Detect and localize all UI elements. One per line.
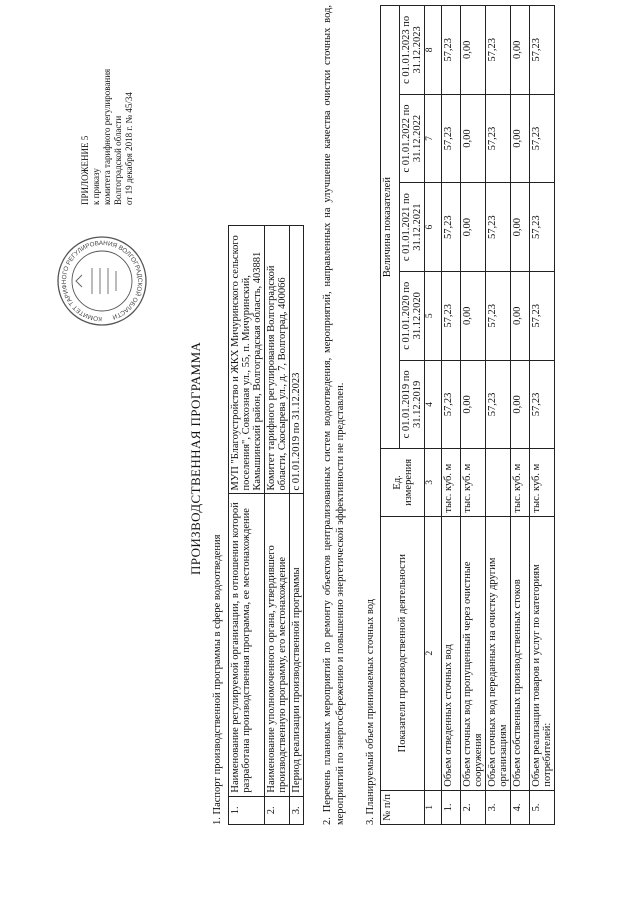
row-value: 57,23 <box>442 6 461 95</box>
svg-text:КОМИТЕТ ТАРИФНОГО РЕГУЛИРОВАНИ: КОМИТЕТ ТАРИФНОГО РЕГУЛИРОВАНИЯ ВОЛГОГРАДСКОЙ ОБЛАСТИ <box>60 239 144 323</box>
header-unit: Ед. измерения <box>381 449 425 516</box>
row-value: с 01.01.2019 по 31.12.2023 <box>290 226 304 495</box>
column-number: 3 <box>425 449 442 516</box>
row-number: 3. <box>486 790 511 824</box>
row-value: 0,00 <box>511 6 530 95</box>
row-value: 57,23 <box>486 183 511 272</box>
header-period: с 01.01.2023 по 31.12.2023 <box>400 6 425 95</box>
row-value: 57,23 <box>486 271 511 360</box>
appendix-line: от 19 декабря 2018 г. № 45/34 <box>124 92 134 205</box>
table-row <box>442 6 461 825</box>
row-value: 0,00 <box>511 183 530 272</box>
table-row <box>511 6 530 825</box>
row-indicator: Объем сточных вод пропущенный через очистные сооружения <box>461 516 486 790</box>
column-number: 1 <box>425 790 442 824</box>
passport-table <box>228 225 304 825</box>
header-num: № п/п <box>381 790 425 824</box>
column-number: 4 <box>425 360 442 449</box>
volume-table <box>380 5 555 825</box>
header-row <box>381 6 400 825</box>
row-value: 57,23 <box>442 94 461 183</box>
header-period: с 01.01.2020 по 31.12.2020 <box>400 271 425 360</box>
section3-heading: 3. Планируемый объем принимаемых сточных вод <box>365 598 376 825</box>
row-value: 57,23 <box>486 6 511 95</box>
row-number: 2. <box>461 790 486 824</box>
row-value: 0,00 <box>461 271 486 360</box>
row-number: 4. <box>511 790 530 824</box>
row-value: 0,00 <box>461 94 486 183</box>
row-value: 0,00 <box>461 360 486 449</box>
row-value: 0,00 <box>511 360 530 449</box>
row-value: 57,23 <box>442 183 461 272</box>
page-title: ПРОИЗВОДСТВЕННАЯ ПРОГРАММА <box>188 341 203 575</box>
column-number: 7 <box>425 94 442 183</box>
row-indicator: Объем отведенных сточных вод <box>442 516 461 790</box>
row-value: 0,00 <box>461 6 486 95</box>
column-number-row <box>425 6 442 825</box>
appendix-block <box>80 69 135 205</box>
header-period: с 01.01.2019 по 31.12.2019 <box>400 360 425 449</box>
row-number: 5. <box>530 790 555 824</box>
table-row <box>530 6 555 825</box>
column-number: 5 <box>425 271 442 360</box>
row-value: 0,00 <box>511 94 530 183</box>
row-value: 57,23 <box>442 271 461 360</box>
row-indicator: Объем собственных производственных стоков <box>511 516 530 790</box>
section1-heading: 1. Паспорт производственной программы в сфере водоотведения <box>212 534 223 825</box>
column-number: 6 <box>425 183 442 272</box>
row-value: 57,23 <box>442 360 461 449</box>
row-value: 0,00 <box>511 271 530 360</box>
row-value: 57,23 <box>530 6 555 95</box>
row-value: 0,00 <box>461 183 486 272</box>
header-period: с 01.01.2021 по 31.12.2021 <box>400 183 425 272</box>
section2-text: 2. Перечень плановых мероприятий по ремонту объектов централизованных систем водоотведения, мероприятий, направленных на улучшение качества очистки сточных вод, мероприятий по энергосбережению и повышению энергетической эффективности не представлен. <box>322 5 346 825</box>
table-row <box>461 6 486 825</box>
row-number: 1. <box>229 796 265 824</box>
row-unit <box>486 449 511 516</box>
row-value: 57,23 <box>530 183 555 272</box>
row-value: 57,23 <box>530 360 555 449</box>
row-label: Период реализации производственной программы <box>290 494 304 796</box>
row-number: 2. <box>265 796 290 824</box>
row-value: МУП "Благоустройство и ЖКХ Мичуринского сельского поселения", Совхозная ул., 55, п. Мичуринский, Камышинский район, Волгоградская область, 403881 <box>229 226 265 495</box>
header-group: Величина показателей <box>381 6 400 449</box>
row-unit: тыс. куб. м <box>461 449 486 516</box>
appendix-line: комитета тарифного регулирования <box>102 68 112 205</box>
table-row <box>290 226 304 825</box>
column-number: 2 <box>425 516 442 790</box>
appendix-line: Волгоградской области <box>113 115 123 205</box>
appendix-line: ПРИЛОЖЕНИЕ 5 <box>80 135 90 205</box>
table-row <box>486 6 511 825</box>
row-indicator: Объём сточных вод переданных на очистку другим организациям <box>486 516 511 790</box>
row-number: 1. <box>442 790 461 824</box>
header-period: с 01.01.2022 по 31.12.2022 <box>400 94 425 183</box>
row-unit: тыс. куб. м <box>530 449 555 516</box>
row-unit: тыс. куб. м <box>511 449 530 516</box>
row-indicator: Объем реализации товаров и услуг по категориям потребителей: <box>530 516 555 790</box>
row-value: 57,23 <box>486 94 511 183</box>
official-seal <box>56 235 148 327</box>
row-label: Наименование регулируемой организации, в отношении которой разработана производственная программа, ее местонахождение <box>229 494 265 796</box>
row-label: Наименование уполномоченного органа, утвердившего производственную программу, его местонахождение <box>265 494 290 796</box>
table-row <box>229 226 265 825</box>
row-value: 57,23 <box>530 94 555 183</box>
appendix-line: к приказу <box>91 168 101 205</box>
row-value: 57,23 <box>530 271 555 360</box>
column-number: 8 <box>425 6 442 95</box>
row-unit: тыс. куб. м <box>442 449 461 516</box>
row-value: 57,23 <box>486 360 511 449</box>
row-value: Комитет тарифного регулирования Волгоградской области, Скосырева ул., д. 7, Волгоград, 400066 <box>265 226 290 495</box>
table-row <box>265 226 290 825</box>
header-indicator: Показатели производственной деятельности <box>381 516 425 790</box>
row-number: 3. <box>290 796 304 824</box>
